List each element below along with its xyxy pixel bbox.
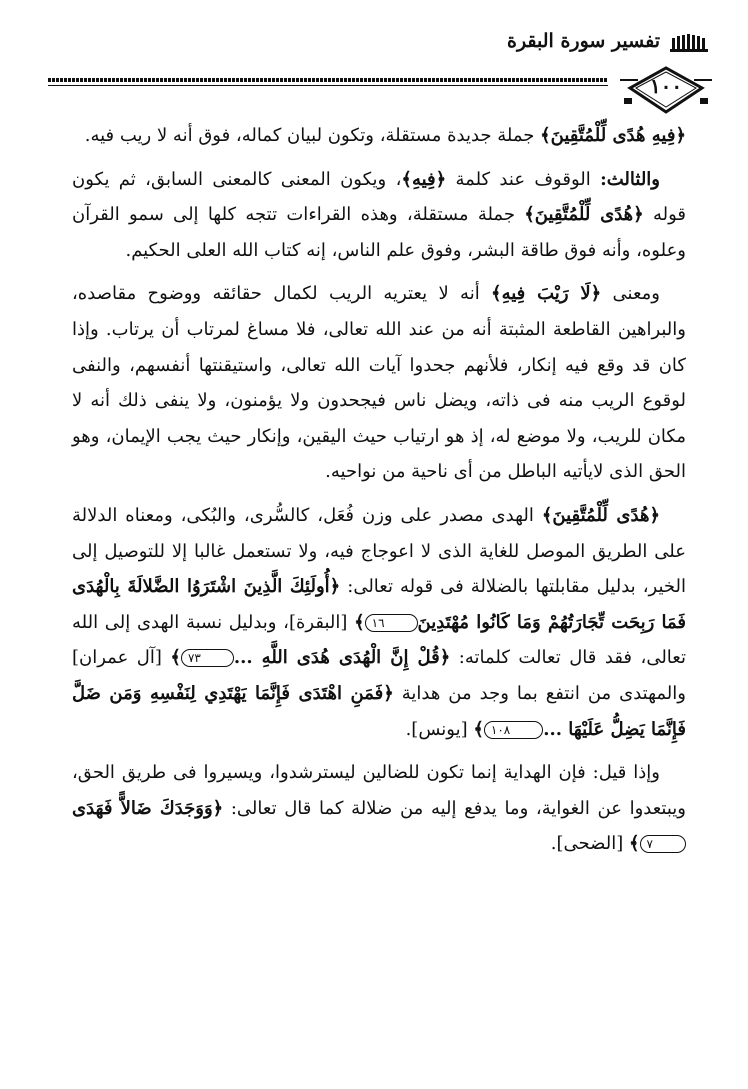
quran-quote: ﴿أُولَئِكَ الَّذِينَ اشْتَرَوُا الضَّلالَةَ بِالْهُدَى فَمَا رَبِحَت تِّجَارَتُهُمْ وَمَا كَانُوا مُهْتَدِينَ xyxy=(72,576,686,633)
ayah-number-icon: ٧٣ xyxy=(181,649,234,667)
quran-quote: ﴿فَمَنِ اهْتَدَى فَإِنَّمَا يَهْتَدِي لِنَفْسِهِ وَمَن ضَلَّ فَإِنَّمَا يَضِلُّ عَلَيْهَا ... xyxy=(72,682,686,740)
quran-quote: ﴾ xyxy=(629,833,640,855)
paragraph xyxy=(72,118,686,154)
flower-ornament-icon xyxy=(668,34,712,52)
page-body xyxy=(72,118,686,862)
ayah-number-icon: ١٠٨ xyxy=(484,721,543,739)
quran-quote: ﴿هُدًى لِّلْمُتَّقِينَ﴾ xyxy=(541,504,660,526)
paragraph xyxy=(72,162,686,269)
page-header xyxy=(48,30,712,120)
page-number-badge xyxy=(620,60,712,120)
page-number: ١٠٠ xyxy=(649,74,683,98)
header-rule-thin xyxy=(48,85,608,86)
body-text: جملة جديدة مستقلة، وتكون لبيان كماله، فوق أنه لا ريب فيه. xyxy=(84,125,541,146)
body-text: جملة مستقلة، وهذه القراءات تتجه كلها إلى سمو القرآن وعلوه، وأنه فوق طاقة البشر، وفوق علم الناس، إنه كتاب الله العلى الحكيم. xyxy=(72,204,686,261)
ayah-number-icon: ٧ xyxy=(640,835,686,853)
body-text: الوقوف عند كلمة xyxy=(446,168,601,190)
quran-quote: ﴾ xyxy=(473,718,484,740)
quran-quote: ﴿لَا رَيْبَ فِيهِ﴾ xyxy=(491,283,602,305)
running-title: تفسير سورة البقرة xyxy=(506,30,660,52)
header-rule-thick xyxy=(48,78,608,82)
paragraph xyxy=(72,755,686,862)
quran-quote: ﴿وَوَجَدَكَ ضَالاًّ فَهَدَى xyxy=(72,797,224,819)
body-text: الهدى مصدر على وزن فُعَل، كالسُّرى، والبُكى، ومعناه الدلالة على الطريق الموصل للغاية الذى لا اعوجاج فيه، ولا تستعمل غالبا إلا للتوصيل إلى الخير، بدليل مقابلتها بالضلالة فى قوله تعالى: xyxy=(72,504,686,598)
ayah-number-icon: ١٦ xyxy=(365,614,418,632)
body-text: ومعنى xyxy=(601,283,660,305)
paragraph xyxy=(72,498,686,747)
body-text: [البقرة]، وبدليل نسبة الهدى إلى الله تعالى، فقد قال تعالت كلماته: xyxy=(72,611,686,669)
quran-quote: ﴾ xyxy=(170,647,181,669)
quran-quote: ﴿هُدًى لِّلْمُتَّقِينَ﴾ xyxy=(524,204,644,226)
body-text: [آل عمران] والمهتدى من انتفع بما وجد من هداية xyxy=(72,647,686,704)
body-text: ، ويكون المعنى كالمعنى السابق، ثم يكون قوله xyxy=(72,168,687,226)
body-text: أنه لا يعتريه الريب لكمال حقائقه ووضوح مقاصده، والبراهين القاطعة المثبتة أنه من عند الله تعالى، فلا مساغ لمرتاب أن يرتاب. وإذا كان قد وقع فيه إنكار، فلأنهم جحدوا آيات الله تعالى، واستيقنتها أنفسهم، والنفى لوقوع الريب منه فى ذاته، ويضل ناس فيجحدون ولا يؤمنون، ولا ينفى ذلك أنه لا مكان للريب، ولا موضع له، إذ هو ارتياب حيث اليقين، وإنكار حيث يجب الإيمان، وهو الحق الذى لايأتيه الباطل من أى ناحية من نواحيه. xyxy=(72,283,686,483)
quran-quote: ﴿فِيهِ﴾ xyxy=(401,168,447,190)
body-text: وإذا قيل: فإن الهداية إنما تكون للضالين ليسترشدوا، ويسيروا فى طريق الحق، ويبتعدوا عن الغواية، وما يدفع إليه من ضلالة كما قال تعالى: xyxy=(72,762,686,819)
quran-quote: ﴿قُلْ إِنَّ الْهُدَى هُدَى اللَّهِ ... xyxy=(233,647,451,669)
body-text: [يونس]. xyxy=(405,718,474,740)
body-text: [الضحى]. xyxy=(550,833,629,855)
bold-lead: والثالث: xyxy=(600,168,660,190)
quran-quote: ﴿فِيهِ هُدًى لِّلْمُتَّقِينَ﴾ xyxy=(540,125,686,146)
paragraph xyxy=(72,276,686,490)
quran-quote: ﴾ xyxy=(354,611,365,633)
